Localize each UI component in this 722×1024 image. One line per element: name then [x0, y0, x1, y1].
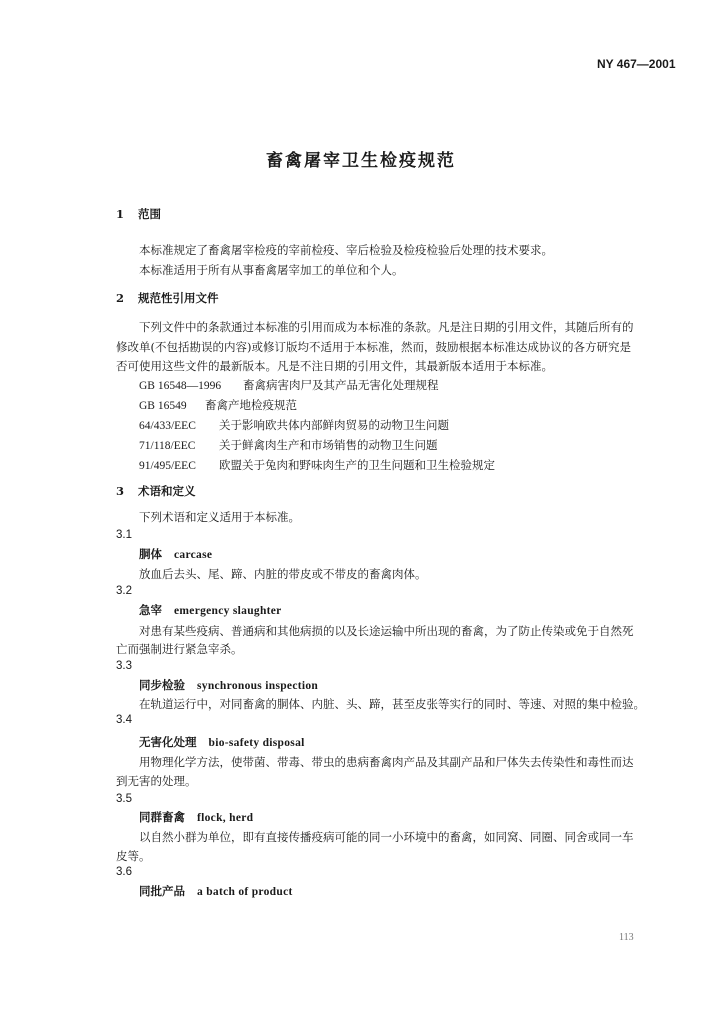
page-number: 113: [619, 932, 634, 943]
reference-title: 畜禽产地检疫规范: [205, 398, 297, 412]
term-cn: 同批产品: [139, 884, 185, 898]
term-number: 3.6: [116, 866, 132, 878]
section-heading-references: [116, 290, 219, 306]
reference-item: [139, 437, 438, 453]
document-title: 畜禽屠宰卫生检疫规范: [266, 151, 456, 171]
section-title: 术语和定义: [138, 484, 196, 498]
term-cn: 同步检验: [139, 678, 185, 692]
term-cn: 同群畜禽: [139, 810, 185, 824]
term-definition: 以自然小群为单位，即有直接传播疫病可能的同一小环境中的畜禽，如同窝、同圈、同舍或同一车: [139, 830, 634, 844]
term-cn: 胴体: [139, 547, 162, 561]
reference-code: 71/118/EEC: [139, 440, 196, 452]
reference-code: GB 16549: [139, 400, 187, 412]
term-heading: [139, 809, 253, 825]
section-heading-scope: [116, 206, 161, 222]
term-number: 3.5: [116, 793, 132, 805]
term-definition: 用物理化学方法，使带菌、带毒、带虫的患病畜禽肉产品及其副产品和尸体失去传染性和毒性而达: [139, 755, 634, 769]
references-intro-line-1: 下列文件中的条款通过本标准的引用而成为本标准的条款。凡是注日期的引用文件，其随后所有的: [139, 320, 634, 334]
reference-code: GB 16548—1996: [139, 380, 222, 392]
term-number: 3.2: [116, 585, 132, 597]
reference-title: 关于影响欧共体内部鲜肉贸易的动物卫生问题: [219, 418, 449, 432]
term-number: 3.3: [116, 660, 132, 672]
term-definition: 放血后去头、尾、蹄、内脏的带皮或不带皮的畜禽肉体。: [139, 567, 427, 581]
reference-item: [139, 417, 449, 433]
term-cn: 无害化处理: [139, 735, 197, 749]
reference-code: 91/495/EEC: [139, 460, 196, 472]
section-number: 2: [116, 291, 125, 305]
scope-paragraph-2: 本标准适用于所有从事畜禽屠宰加工的单位和个人。: [139, 263, 404, 277]
term-heading: [139, 602, 282, 618]
section-heading-terms: [116, 483, 196, 499]
reference-item: [139, 377, 439, 393]
references-intro-line-2: 修改单(不包括勘误的内容)或修订版均不适用于本标准，然而，鼓励根据本标准达成协议的各方研究是: [116, 340, 631, 354]
term-definition-cont: 亡而强制进行紧急宰杀。: [116, 642, 243, 656]
reference-item: [139, 397, 297, 413]
references-intro-line-3: 否可使用这些文件的最新版本。凡是不注日期的引用文件，其最新版本适用于本标准。: [116, 359, 553, 373]
term-en: synchronous inspection: [197, 680, 319, 692]
scope-paragraph-1: 本标准规定了畜禽屠宰检疫的宰前检疫、宰后检验及检疫检验后处理的技术要求。: [139, 243, 553, 257]
term-heading: [139, 546, 212, 562]
section-title: 规范性引用文件: [138, 291, 219, 305]
term-en: a batch of product: [197, 886, 293, 898]
term-definition: 对患有某些疫病、普通病和其他病损的以及长途运输中所出现的畜禽，为了防止传染或免于自然死: [139, 624, 634, 638]
term-heading: [139, 883, 293, 899]
term-definition: 在轨道运行中，对同畜禽的胴体、内脏、头、蹄，甚至皮张等实行的同时、等速、对照的集中检验。: [139, 697, 645, 711]
section-title: 范围: [138, 207, 161, 221]
term-number: 3.1: [116, 529, 132, 541]
term-heading: [139, 677, 318, 693]
reference-item: [139, 457, 495, 473]
section-number: 3: [116, 484, 125, 498]
term-definition-cont: 到无害的处理。: [116, 774, 197, 788]
terms-intro: 下列术语和定义适用于本标准。: [139, 510, 300, 524]
term-en: flock, herd: [197, 812, 254, 824]
reference-title: 畜禽病害肉尸及其产品无害化处理规程: [243, 378, 439, 392]
document-id: NY 467—2001: [597, 57, 676, 71]
reference-code: 64/433/EEC: [139, 420, 196, 432]
section-number: 1: [116, 207, 125, 221]
term-heading: [139, 734, 305, 750]
term-en: bio-safety disposal: [208, 737, 305, 749]
term-en: carcase: [174, 549, 213, 561]
reference-title: 欧盟关于兔肉和野味肉生产的卫生问题和卫生检验规定: [219, 458, 495, 472]
term-en: emergency slaughter: [174, 605, 282, 617]
term-number: 3.4: [116, 714, 132, 726]
reference-title: 关于鲜禽肉生产和市场销售的动物卫生问题: [219, 438, 438, 452]
term-cn: 急宰: [139, 603, 162, 617]
term-definition-cont: 皮等。: [116, 849, 151, 863]
